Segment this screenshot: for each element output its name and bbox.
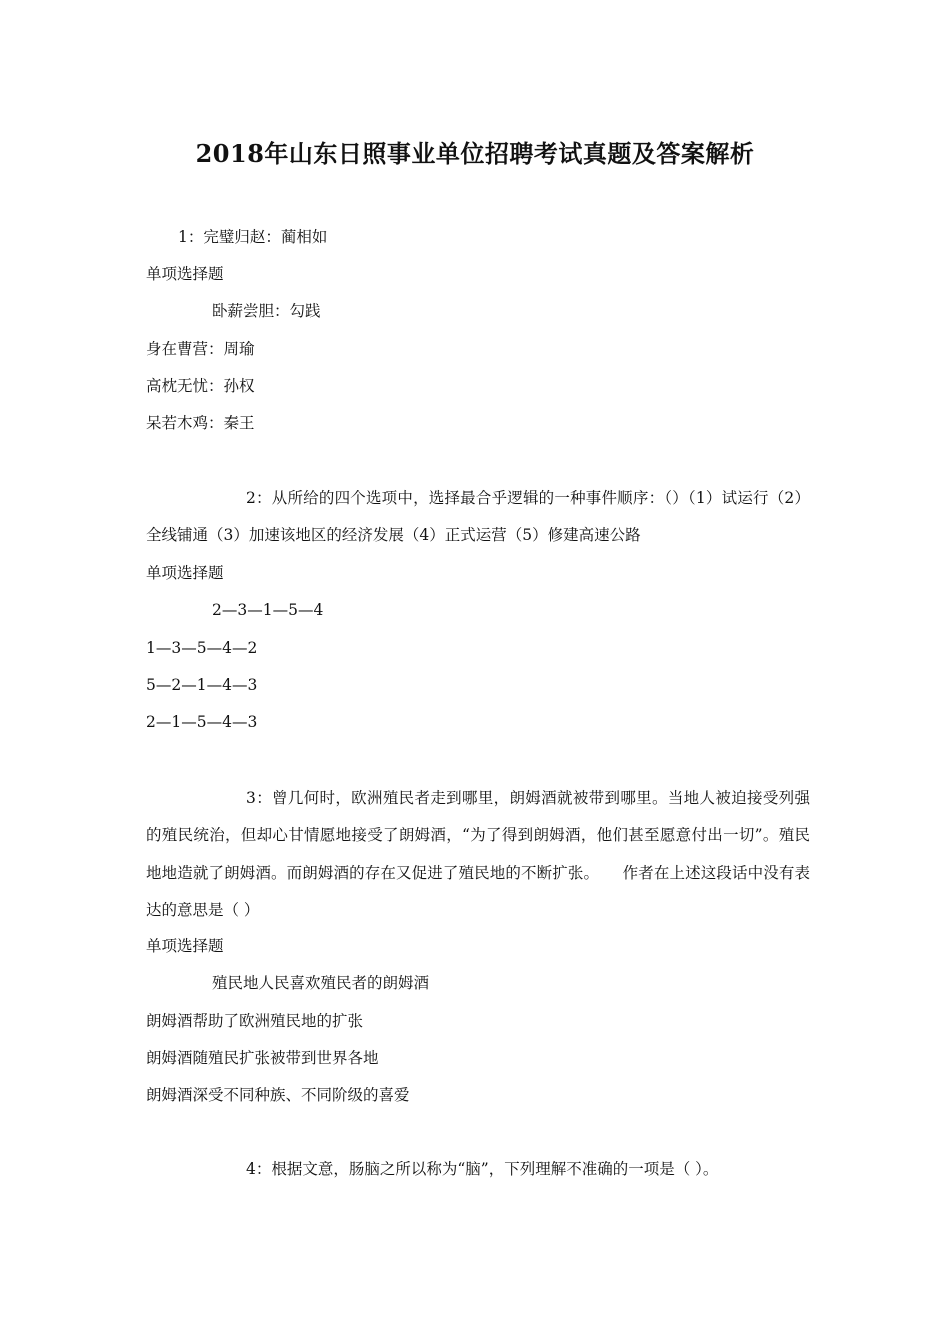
question-3-option-c[interactable]: 朗姆酒随殖民扩张被带到世界各地 [146,1049,379,1067]
question-2-stem-block [146,480,810,555]
question-3-stem-block [146,780,810,930]
page-title: 2018年山东日照事业单位招聘考试真题及答案解析 [195,139,755,168]
question-1-option-d[interactable]: 呆若木鸡：秦王 [146,414,255,432]
question-4-stem: 4：根据文意，肠脑之所以称为“脑”，下列理解不准确的一项是（ ）。 [246,1160,719,1178]
question-1-type: 单项选择题 [146,265,224,283]
question-2-type: 单项选择题 [146,564,224,582]
question-2-stem: 2：从所给的四个选项中，选择最合乎逻辑的一种事件顺序：（）（1）试运行（2）全线铺通（3）加速该地区的经济发展（4）正式运营（5）修建高速公路 [146,489,810,545]
question-1-option-b[interactable]: 身在曹营：周瑜 [146,340,255,358]
question-3-option-d[interactable]: 朗姆酒深受不同种族、不同阶级的喜爱 [146,1086,410,1104]
question-2-option-c[interactable]: 5—2—1—4—3 [146,676,258,694]
question-1-option-a[interactable]: 卧薪尝胆：勾践 [212,302,321,320]
question-3-option-a[interactable]: 殖民地人民喜欢殖民者的朗姆酒 [212,974,430,992]
question-3-stem: 3：曾几何时，欧洲殖民者走到哪里，朗姆酒就被带到哪里。当地人被迫接受列强的殖民统治，但却心甘情愿地接受了朗姆酒，“为了得到朗姆酒，他们甚至愿意付出一切”。殖民地地造就了朗姆酒。而朗姆酒的存在又促进了殖民地的不断扩张。 作者在上述这段话中没有表达的意思是（ ） [146,789,810,920]
question-2-option-a[interactable]: 2—3—1—5—4 [212,601,324,619]
question-3-type: 单项选择题 [146,937,224,955]
question-2-option-b[interactable]: 1—3—5—4—2 [146,639,258,657]
question-2-option-d[interactable]: 2—1—5—4—3 [146,713,258,731]
question-1-stem: 1：完璧归赵：蔺相如 [178,228,328,246]
question-3-option-b[interactable]: 朗姆酒帮助了欧洲殖民地的扩张 [146,1012,364,1030]
question-1-option-c[interactable]: 高枕无忧：孙权 [146,377,255,395]
